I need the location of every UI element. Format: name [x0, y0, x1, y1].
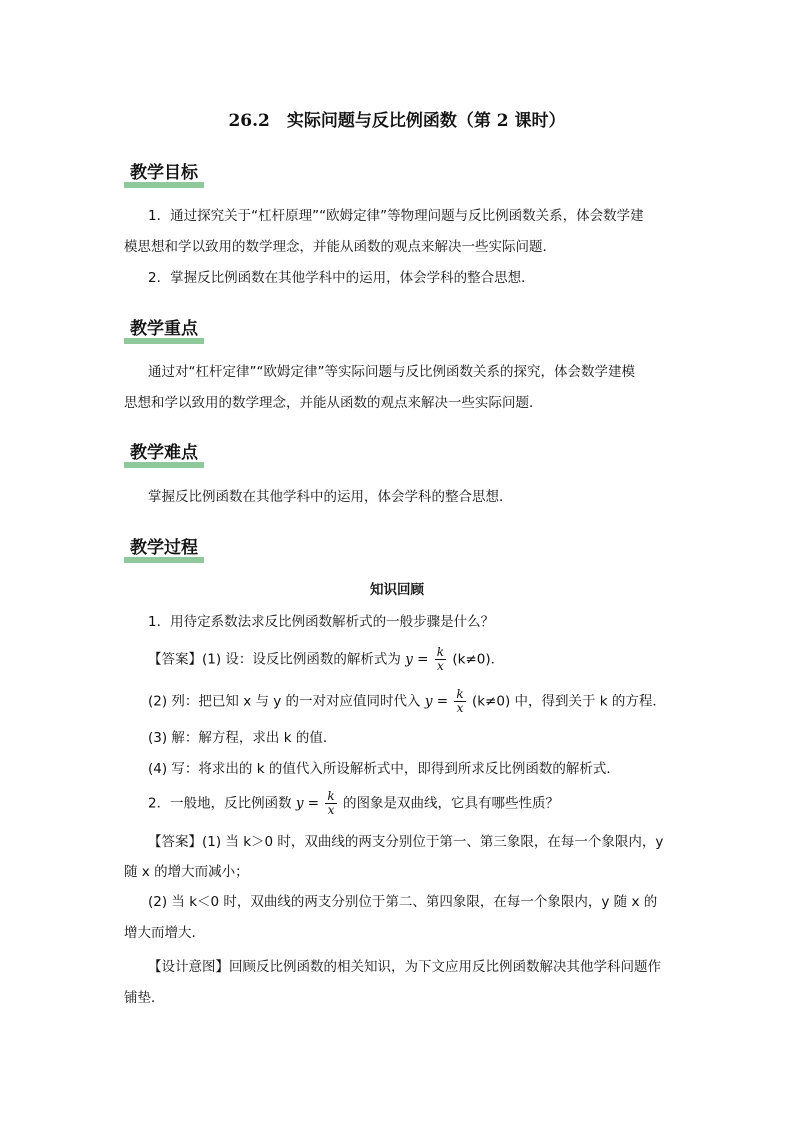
key-line-1: 通过对“杠杆定律”“欧姆定律”等实际问题与反比例函数关系的探究，体会数学建模	[148, 364, 635, 380]
section-heading-key: 教学重点	[124, 318, 204, 344]
answer-2-part-2: (2) 当 k＜0 时，双曲线的两支分别位于第二、第四象限，在每一个象限内，y 随 x 的	[148, 894, 658, 910]
answer-1-step-1: 【答案】(1) 设：设反比例函数的解析式为 y = $\frac{k}{x}$ (k≠0)．	[148, 645, 505, 673]
page-title: 26.2 实际问题与反比例函数（第 2 课时）	[228, 111, 566, 131]
section-heading-process: 教学过程	[124, 537, 204, 563]
question-2: 2．一般地，反比例函数 y = $\frac{k}{x}$ 的图象是双曲线，它具有哪些性质？	[148, 789, 559, 817]
answer-1-step-4: (4) 写：将求出的 k 的值代入所设解析式中，即得到所求反比例函数的解析式．	[148, 761, 620, 777]
goals-item-2: 2．掌握反比例函数在其他学科中的运用，体会学科的整合思想．	[148, 270, 535, 286]
key-line-2: 思想和学以致用的数学理念，并能从函数的观点来解决一些实际问题．	[124, 395, 543, 411]
question-1: 1．用待定系数法求反比例函数解析式的一般步骤是什么？	[148, 614, 495, 630]
design-intent-cont: 铺垫．	[124, 990, 165, 1006]
difficult-line-1: 掌握反比例函数在其他学科中的运用，体会学科的整合思想．	[148, 489, 513, 505]
answer-2-part-2-cont: 增大而增大．	[124, 925, 205, 941]
design-intent: 【设计意图】回顾反比例函数的相关知识，为下文应用反比例函数解决其他学科问题作	[148, 959, 661, 975]
fraction-k-over-x: $\frac{k}{x}$	[436, 645, 445, 673]
fraction-k-over-x: $\frac{k}{x}$	[327, 789, 335, 817]
answer-1-step-2: (2) 列：把已知 x 与 y 的一对对应值同时代入 y = $\frac{k}{x}$ (k≠0) 中，得到关于 k 的方程．	[148, 687, 666, 715]
section-heading-goals: 教学目标	[124, 162, 204, 188]
goals-item-1-cont: 模思想和学以致用的数学理念，并能从函数的观点来解决一些实际问题．	[124, 239, 556, 255]
fraction-k-over-x: $\frac{k}{x}$	[456, 687, 464, 715]
goals-item-1: 1．通过探究关于“杠杆原理”“欧姆定律”等物理问题与反比例函数关系，体会数学建	[148, 208, 644, 224]
answer-2-part-1-cont: 随 x 的增大而减小；	[124, 864, 249, 880]
answer-1-step-3: (3) 解：解方程，求出 k 的值．	[148, 730, 337, 746]
subheading-review: 知识回顾	[370, 582, 424, 598]
section-heading-difficult: 教学难点	[124, 442, 204, 468]
answer-2-part-1: 【答案】(1) 当 k＞0 时，双曲线的两支分别位于第一、第三象限，在每一个象限内，y	[148, 834, 664, 850]
